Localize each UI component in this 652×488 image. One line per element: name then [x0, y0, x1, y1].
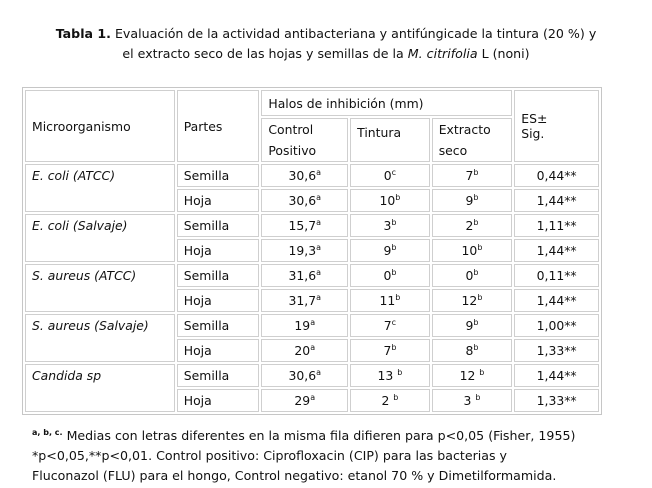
extract-cell-value: 9 [465, 193, 474, 208]
organism-cell [25, 164, 175, 212]
header-positive-control-l2: Positivo [268, 143, 317, 158]
tincture-cell [350, 314, 430, 337]
table-row [25, 364, 599, 387]
part-cell [177, 339, 260, 362]
control-cell [261, 364, 348, 387]
extract-cell-letter: b [479, 368, 485, 377]
caption-text-1: Evaluación de la actividad antibacteriana y antifúngicade la tintura (20 %) y [114, 26, 597, 41]
extract-cell [432, 164, 513, 187]
footnote [32, 423, 632, 486]
control-cell [261, 164, 348, 187]
control-cell [261, 239, 348, 262]
header-dry-extract [432, 118, 513, 162]
tincture-cell [350, 364, 430, 387]
tincture-cell [350, 289, 430, 312]
es-cell [514, 364, 599, 387]
organism-cell-value: E. coli (Salvaje) [32, 218, 128, 233]
control-cell-letter: a [316, 268, 322, 277]
tincture-cell-letter: c [391, 168, 397, 177]
header-sig: Sig. [521, 126, 545, 141]
caption-label: Tabla 1. [55, 26, 111, 41]
header-positive-control [261, 118, 348, 162]
extract-cell-letter: b [473, 168, 479, 177]
tincture-cell-letter: b [391, 218, 397, 227]
part-cell [177, 239, 260, 262]
footnote-text-1: Medias con letras diferentes en la misma fila difieren para p<0,05 (Fisher, 1955) [62, 428, 576, 443]
control-cell-letter: a [316, 293, 322, 302]
es-cell-value: 1,44** [536, 243, 577, 258]
part-cell [177, 164, 260, 187]
extract-cell-value: 7 [465, 168, 474, 183]
part-cell [177, 364, 260, 387]
organism-cell-value: E. coli (ATCC) [32, 168, 116, 183]
extract-cell-letter: b [473, 343, 479, 352]
tincture-cell [350, 264, 430, 287]
tincture-cell-letter: b [391, 268, 397, 277]
tincture-cell-letter: b [393, 393, 399, 402]
header-es-sig [514, 90, 599, 162]
header-dry-extract-l1: Extracto [438, 122, 491, 137]
tincture-cell-letter: b [395, 293, 401, 302]
tincture-cell-value: 11 [379, 293, 396, 308]
part-cell-value: Hoja [183, 393, 212, 408]
extract-cell-value: 3 [463, 393, 476, 408]
header-halos: Halos de inhibición (mm) [261, 90, 512, 116]
caption-text-3: L (noni) [481, 46, 530, 61]
header-dry-extract-l2: seco [438, 143, 468, 158]
tincture-cell-value: 13 [377, 368, 398, 383]
control-cell [261, 189, 348, 212]
extract-cell-letter: b [473, 268, 479, 277]
extract-cell-value: 2 [465, 218, 474, 233]
caption-line-1 [0, 24, 652, 44]
control-cell-value: 19 [294, 318, 311, 333]
part-cell-value: Hoja [183, 243, 212, 258]
tincture-cell [350, 164, 430, 187]
part-cell-value: Semilla [183, 268, 230, 283]
control-cell-value: 15,7 [288, 218, 317, 233]
es-cell-value: 1,33** [536, 393, 577, 408]
es-cell-value: 1,33** [536, 343, 577, 358]
es-cell-value: 1,44** [536, 293, 577, 308]
tincture-cell-value: 2 [381, 393, 394, 408]
control-cell-letter: a [310, 393, 316, 402]
es-cell [514, 339, 599, 362]
extract-cell [432, 189, 513, 212]
control-cell-letter: a [316, 168, 322, 177]
footnote-line-3: Fluconazol (FLU) para el hongo, Control negativo: etanol 70 % y Dimetilformamida. [32, 468, 557, 483]
part-cell-value: Semilla [183, 168, 230, 183]
es-cell [514, 264, 599, 287]
control-cell [261, 289, 348, 312]
control-cell-letter: a [310, 343, 316, 352]
control-cell-value: 31,7 [288, 293, 317, 308]
part-cell-value: Semilla [183, 318, 230, 333]
part-cell [177, 214, 260, 237]
organism-cell-value: S. aureus (Salvaje) [32, 318, 149, 333]
part-cell [177, 389, 260, 412]
header-es: ES± [521, 111, 548, 126]
part-cell [177, 264, 260, 287]
control-cell-value: 29 [294, 393, 311, 408]
control-cell-letter: a [316, 243, 322, 252]
control-cell [261, 389, 348, 412]
organism-cell-value: Candida sp [32, 368, 102, 383]
table-row [25, 314, 599, 337]
es-cell-value: 1,11** [536, 218, 577, 233]
tincture-cell-value: 3 [383, 218, 392, 233]
es-cell-value: 1,00** [536, 318, 577, 333]
tincture-cell-value: 7 [383, 343, 392, 358]
extract-cell-letter: b [475, 393, 481, 402]
es-cell-value: 1,44** [536, 368, 577, 383]
table-row [25, 264, 599, 287]
extract-cell-value: 8 [465, 343, 474, 358]
extract-cell-letter: b [473, 318, 479, 327]
extract-cell [432, 239, 513, 262]
es-cell-value: 0,11** [536, 268, 577, 283]
tincture-cell-letter: c [391, 318, 397, 327]
part-cell-value: Hoja [183, 343, 212, 358]
extract-cell-letter: b [473, 218, 479, 227]
tincture-cell-value: 0 [383, 168, 392, 183]
extract-cell-value: 0 [465, 268, 474, 283]
extract-cell-value: 12 [459, 368, 480, 383]
control-cell [261, 339, 348, 362]
es-cell [514, 239, 599, 262]
extract-cell [432, 264, 513, 287]
control-cell-letter: a [310, 318, 316, 327]
organism-cell [25, 214, 175, 262]
tincture-cell-value: 10 [379, 193, 396, 208]
control-cell [261, 314, 348, 337]
part-cell [177, 189, 260, 212]
control-cell-letter: a [316, 193, 322, 202]
es-cell [514, 189, 599, 212]
extract-cell-letter: b [473, 193, 479, 202]
control-cell [261, 264, 348, 287]
extract-cell-letter: b [477, 293, 483, 302]
extract-cell [432, 289, 513, 312]
extract-cell [432, 314, 513, 337]
tincture-cell-letter: b [391, 343, 397, 352]
extract-cell-value: 10 [461, 243, 478, 258]
part-cell-value: Semilla [183, 368, 230, 383]
control-cell-letter: a [316, 218, 322, 227]
tincture-cell [350, 389, 430, 412]
part-cell [177, 314, 260, 337]
control-cell-value: 30,6 [288, 368, 317, 383]
part-cell-value: Hoja [183, 193, 212, 208]
extract-cell-value: 12 [461, 293, 478, 308]
header-positive-control-l1: Control [268, 122, 314, 137]
es-cell [514, 389, 599, 412]
es-cell-value: 0,44** [536, 168, 577, 183]
header-tincture: Tintura [350, 118, 430, 162]
table-body [25, 164, 599, 412]
caption-species: M. citrifolia [407, 46, 478, 61]
extract-cell [432, 214, 513, 237]
footnote-line-1 [32, 423, 632, 446]
extract-cell [432, 339, 513, 362]
organism-cell-value: S. aureus (ATCC) [32, 268, 137, 283]
es-cell-value: 1,44** [536, 193, 577, 208]
es-cell [514, 289, 599, 312]
caption-line-2 [0, 44, 652, 64]
tincture-cell-value: 0 [383, 268, 392, 283]
control-cell [261, 214, 348, 237]
inhibition-table [22, 87, 602, 415]
extract-cell-letter: b [477, 243, 483, 252]
footnote-line-2: *p<0,05,**p<0,01. Control positivo: Ciprofloxacin (CIP) para las bacterias y [32, 448, 507, 463]
footnote-superscripts: a, b, c. [32, 428, 63, 437]
header-organism: Microorganismo [25, 90, 175, 162]
tincture-cell [350, 189, 430, 212]
part-cell [177, 289, 260, 312]
extract-cell-value: 9 [465, 318, 474, 333]
tincture-cell [350, 339, 430, 362]
tincture-cell-letter: b [397, 368, 403, 377]
extract-cell [432, 364, 513, 387]
control-cell-value: 30,6 [288, 193, 317, 208]
control-cell-value: 19,3 [288, 243, 317, 258]
tincture-cell-value: 7 [383, 318, 392, 333]
organism-cell [25, 314, 175, 362]
tincture-cell-letter: b [395, 193, 401, 202]
organism-cell [25, 364, 175, 412]
organism-cell [25, 264, 175, 312]
es-cell [514, 314, 599, 337]
es-cell [514, 164, 599, 187]
table-row [25, 214, 599, 237]
tincture-cell-letter: b [391, 243, 397, 252]
table-caption [0, 24, 652, 64]
control-cell-value: 20 [294, 343, 311, 358]
caption-text-2: el extracto seco de las hojas y semillas de la [122, 46, 404, 61]
header-row-1 [25, 90, 599, 116]
control-cell-letter: a [316, 368, 322, 377]
part-cell-value: Semilla [183, 218, 230, 233]
part-cell-value: Hoja [183, 293, 212, 308]
extract-cell [432, 389, 513, 412]
tincture-cell [350, 239, 430, 262]
tincture-cell-value: 9 [383, 243, 392, 258]
control-cell-value: 31,6 [288, 268, 317, 283]
header-part: Partes [177, 90, 260, 162]
tincture-cell [350, 214, 430, 237]
table-row [25, 164, 599, 187]
control-cell-value: 30,6 [288, 168, 317, 183]
es-cell [514, 214, 599, 237]
